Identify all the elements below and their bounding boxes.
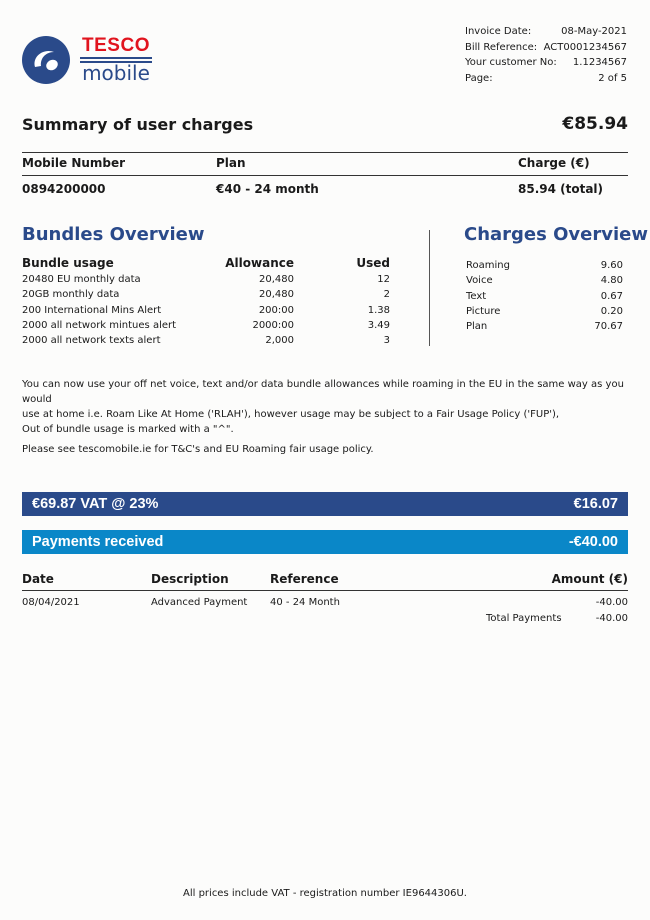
- payments-label: Payments received: [32, 534, 164, 550]
- vertical-divider: [429, 230, 430, 346]
- list-item: [466, 273, 623, 288]
- bundle-used: 3: [383, 335, 390, 347]
- bundle-used: 2: [383, 289, 390, 301]
- meta-value: 1.1234567: [572, 57, 627, 68]
- divider: [22, 590, 628, 591]
- bundle-allowance: 2000:00: [252, 319, 294, 331]
- notice-line: Out of bundle usage is marked with a "^".: [22, 424, 234, 435]
- bundle-name: 2000 all network mintues alert: [22, 319, 177, 331]
- bundle-name: 200 International Mins Alert: [22, 304, 162, 316]
- bundles-table: [22, 256, 390, 348]
- notice-line: You can now use your off net voice, text and/or data bundle allowances while roaming in the EU in the same way as you would: [22, 379, 624, 405]
- tesco-mobile-logo: [22, 36, 152, 88]
- list-item: [466, 258, 623, 273]
- payment-amount: -40.00: [595, 597, 628, 608]
- list-item: [466, 319, 623, 334]
- meta-label: Page:: [465, 72, 493, 84]
- table-row: [22, 287, 390, 302]
- logo-tesco-text: TESCO: [82, 35, 150, 56]
- bundle-allowance: 20,480: [259, 289, 294, 301]
- meta-value: 08-May-2021: [561, 26, 627, 37]
- col-plan: Plan: [216, 156, 246, 170]
- payment-reference: 40 - 24 Month: [270, 597, 340, 608]
- footer-vat-note: All prices include VAT - registration number IE9644306U.: [183, 888, 467, 899]
- bundles-title: Bundles Overview: [22, 224, 205, 245]
- charge-label: Picture: [466, 305, 501, 317]
- total-payments-value: -40.00: [595, 613, 628, 624]
- logo-mobile-text: mobile: [82, 61, 150, 85]
- table-row: [22, 272, 390, 287]
- charge-label: Plan: [466, 321, 488, 333]
- col-bundle-usage: Bundle usage: [22, 256, 114, 270]
- meta-label: Your customer No:: [465, 57, 557, 68]
- table-row: [22, 303, 390, 318]
- table-row: [22, 318, 390, 333]
- col-amount: Amount (€): [551, 572, 628, 586]
- meta-value: 2 of 5: [598, 72, 627, 84]
- payments-bar: [22, 530, 628, 554]
- bundle-allowance: 20,480: [259, 274, 294, 285]
- divider: [22, 152, 628, 153]
- bundle-used: 3.49: [367, 319, 390, 331]
- total-payments-label: Total Payments: [486, 613, 562, 624]
- charges-list: [466, 258, 623, 334]
- col-mobile-number: Mobile Number: [22, 156, 126, 170]
- bundle-name: 2000 all network texts alert: [22, 335, 161, 347]
- roaming-notice: [22, 377, 628, 437]
- vat-amount: €16.07: [573, 496, 618, 512]
- charge-value: 9.60: [600, 260, 623, 271]
- table-row: [22, 333, 390, 348]
- notice-line: use at home i.e. Roam Like At Home ('RLAH'), however usage may be subject to a Fair Usage Policy ('FUP'),: [22, 409, 560, 420]
- invoice-meta: [465, 24, 627, 86]
- plan-value: €40 - 24 month: [216, 182, 319, 196]
- charge-value: 85.94 (total): [518, 182, 604, 196]
- charge-value: 0.67: [600, 290, 623, 302]
- summary-amount: €85.94: [562, 114, 628, 134]
- vat-label: €69.87 VAT @ 23%: [32, 496, 159, 512]
- col-used: Used: [356, 256, 390, 270]
- charge-value: 0.20: [600, 305, 623, 317]
- payments-amount: -€40.00: [568, 534, 618, 550]
- col-charge: Charge (€): [518, 156, 590, 170]
- bundle-allowance: 200:00: [258, 304, 294, 316]
- mobile-number-value: 0894200000: [22, 182, 106, 196]
- bundle-used: 1.38: [367, 304, 390, 316]
- bundle-name: 20480 EU monthly data: [22, 274, 141, 285]
- charge-label: Voice: [466, 275, 493, 287]
- list-item: [466, 289, 623, 304]
- charges-title: Charges Overview: [464, 224, 648, 245]
- divider: [22, 175, 628, 176]
- meta-label: Bill Reference:: [465, 41, 538, 53]
- charge-value: 70.67: [594, 321, 623, 333]
- bundle-allowance: 2,000: [265, 335, 294, 347]
- bundle-name: 20GB monthly data: [22, 289, 120, 301]
- summary-title: Summary of user charges: [22, 115, 254, 134]
- charge-value: 4.80: [600, 275, 623, 287]
- col-allowance: Allowance: [225, 256, 294, 270]
- col-description: Description: [151, 572, 229, 586]
- meta-value: ACT0001234567: [543, 41, 627, 53]
- logo-mark-icon: [22, 36, 70, 84]
- col-reference: Reference: [270, 572, 339, 586]
- payment-description: Advanced Payment: [151, 597, 248, 608]
- bundle-used: 12: [377, 274, 390, 285]
- charge-label: Roaming: [466, 260, 510, 271]
- payment-date: 08/04/2021: [22, 597, 80, 608]
- meta-label: Invoice Date:: [465, 26, 532, 37]
- col-date: Date: [22, 572, 54, 586]
- vat-bar: [22, 492, 628, 516]
- charge-label: Text: [466, 290, 487, 302]
- terms-notice: Please see tescomobile.ie for T&C's and EU Roaming fair usage policy.: [22, 444, 374, 455]
- list-item: [466, 304, 623, 319]
